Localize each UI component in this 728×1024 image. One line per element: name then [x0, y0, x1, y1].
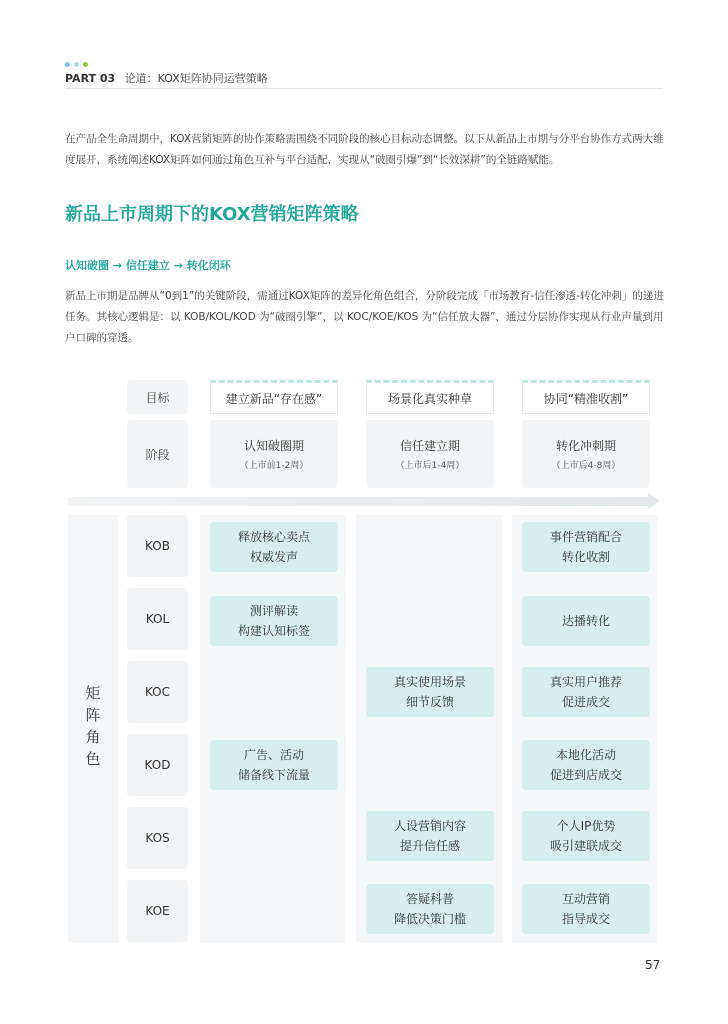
role-group-label: 矩阵角色 [85, 684, 101, 768]
section-title: 新品上市周期下的KOX营销矩阵策略 [65, 204, 359, 225]
stage-column-background [200, 515, 346, 943]
role-label-kol: KOL [127, 588, 188, 650]
page-number: 57 [645, 958, 661, 972]
role-label-kob: KOB [127, 515, 188, 577]
strategy-cell [522, 884, 650, 934]
strategy-cell [522, 596, 650, 646]
cell-line: 测评解读 [249, 604, 298, 618]
stage-period: （上市后1-4周） [395, 461, 465, 471]
stage-cell [210, 420, 338, 488]
cell-line: 个人IP优势 [556, 819, 616, 833]
cell-line: 指导成交 [561, 912, 610, 926]
cell-line: 广告、活动 [243, 748, 304, 762]
stage-cell [522, 420, 650, 488]
role-label-koc: KOC [127, 661, 188, 723]
cell-line: 事件营销配合 [549, 530, 622, 544]
strategy-cell [210, 596, 338, 646]
cell-line: 促进到店成交 [549, 768, 622, 782]
stage-cell [366, 420, 494, 488]
cell-line: 吸引建联成交 [549, 839, 622, 853]
goal-cell: 协同“精准收割” [522, 380, 650, 414]
running-header [65, 70, 268, 86]
cell-line: 真实使用场景 [393, 675, 466, 689]
cell-line: 权威发声 [249, 550, 298, 564]
stage-name: 信任建立期 [399, 439, 460, 453]
strategy-cell [366, 884, 494, 934]
header-dot [74, 62, 79, 67]
cell-line: 本地化活动 [555, 748, 616, 762]
cell-line: 提升信任感 [399, 839, 460, 853]
cell-line: 储备线下流量 [237, 768, 310, 782]
strategy-cell [210, 522, 338, 572]
intro-paragraph: 在产品全生命周期中，KOX营销矩阵的协作策略需围绕不同阶段的核心目标动态调整。以下从新品上市期与分平台协作方式两大维度展开，系统阐述KOX矩阵如何通过角色互补与平台适配，实现从“破圈引爆”到“长效深耕”的全链路赋能。 [65, 133, 664, 166]
cell-line: 答疑科普 [405, 892, 454, 906]
role-label-kos: KOS [127, 807, 188, 869]
cell-line: 促进成交 [561, 695, 610, 709]
stage-column-background [512, 515, 658, 943]
cell-line: 转化收割 [561, 550, 610, 564]
cell-line: 人设营销内容 [393, 819, 466, 833]
part-number: PART 03 [65, 72, 116, 85]
stage-name: 转化冲刺期 [555, 439, 616, 453]
goal-row-label: 目标 [127, 380, 188, 414]
timeline-arrow [68, 497, 648, 506]
strategy-cell [522, 522, 650, 572]
strategy-cell [210, 740, 338, 790]
cell-line: 达播转化 [561, 614, 610, 628]
strategy-cell [522, 667, 650, 717]
header-dot [83, 62, 88, 67]
stage-column-background [356, 515, 502, 943]
body-paragraph: 新品上市期是品牌从“0到1”的关键阶段，需通过KOX矩阵的差异化角色组合，分阶段完成「市场教育-信任渗透-转化冲刺」的递进任务。其核心逻辑是：以 KOB/KOL/KOD 为“破圈引擎”，以 KOC/KOE/KOS 为“信任放大器”，通过分层协作实现从行业声量到用户口碑的穿透。 [65, 290, 664, 344]
goal-cell: 场景化真实种草 [366, 380, 494, 414]
cell-line: 降低决策门槛 [393, 912, 466, 926]
header-divider [65, 88, 663, 89]
stage-period: （上市后4-8周） [551, 461, 621, 471]
strategy-cell [522, 811, 650, 861]
cell-line: 真实用户推荐 [549, 675, 622, 689]
part-subtitle: 论道：KOX矩阵协同运营策略 [124, 72, 268, 85]
strategy-cell [522, 740, 650, 790]
stage-row-label: 阶段 [127, 420, 188, 488]
header-dot [65, 62, 70, 67]
flow-subheading: 认知破圈 → 信任建立 → 转化闭环 [65, 259, 231, 272]
cell-line: 释放核心卖点 [237, 530, 310, 544]
strategy-cell [366, 811, 494, 861]
stage-name: 认知破圈期 [243, 439, 304, 453]
role-label-koe: KOE [127, 880, 188, 942]
cell-line: 构建认知标签 [237, 624, 310, 638]
goal-cell: 建立新品“存在感” [210, 380, 338, 414]
stage-period: （上市前1-2周） [239, 461, 309, 471]
cell-line: 互动营销 [561, 892, 610, 906]
header-dots [65, 62, 88, 67]
strategy-cell [366, 667, 494, 717]
cell-line: 细节反馈 [405, 695, 454, 709]
role-label-kod: KOD [127, 734, 188, 796]
timeline-arrowhead [648, 493, 660, 509]
